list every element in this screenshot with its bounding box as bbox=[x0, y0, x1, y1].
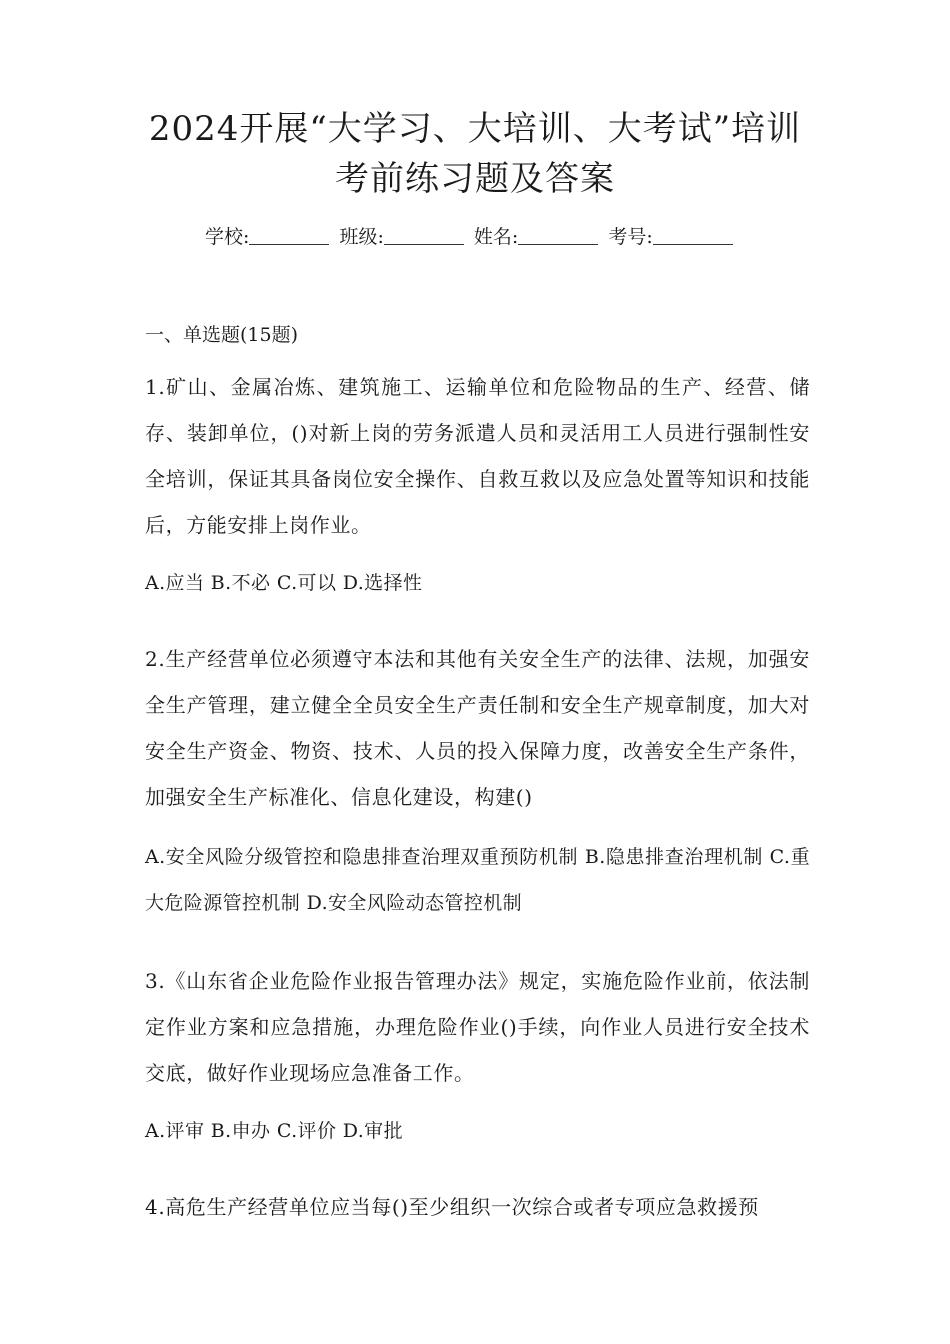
question-3-options: A.评审 B.申办 C.评价 D.审批 bbox=[145, 1120, 403, 1142]
question-2-options: A.安全风险分级管控和隐患排查治理双重预防机制 B.隐患排查治理机制 C.重大危险源管控机制 D.安全风险动态管控机制 bbox=[145, 846, 810, 914]
section-heading: 一、单选题(15题) bbox=[145, 324, 299, 346]
name-blank[interactable] bbox=[518, 224, 598, 245]
name-label: 姓名: bbox=[473, 226, 519, 248]
school-blank[interactable] bbox=[249, 224, 329, 245]
document-title-line-2: 考前练习题及答案 bbox=[335, 159, 615, 199]
question-3-text: 3.《山东省企业危险作业报告管理办法》规定，实施危险作业前，依法制定作业方案和应急措施，办理危险作业()手续，向作业人员进行安全技术交底，做好作业现场应急准备工作。 bbox=[145, 969, 810, 1085]
question-4-text: 4.高危生产经营单位应当每()至少组织一次综合或者专项应急救援预 bbox=[145, 1195, 759, 1219]
question-1-text: 1.矿山、金属冶炼、建筑施工、运输单位和危险物品的生产、经营、储存、装卸单位，()对新上岗的劳务派遣人员和灵活用工人员进行强制性安全培训，保证其具备岗位安全操作、自救互救以及应急处置等知识和技能后，方能安排上岗作业。 bbox=[145, 375, 810, 537]
student-info-row bbox=[205, 222, 737, 252]
question-2-text: 2.生产经营单位必须遵守本法和其他有关安全生产的法律、法规，加强安全生产管理，建立健全全员安全生产责任制和安全生产规章制度，加大对安全生产资金、物资、技术、人员的投入保障力度，改善安全生产条件，加强安全生产标准化、信息化建设，构建() bbox=[145, 647, 810, 809]
class-label: 班级: bbox=[339, 226, 384, 248]
exam-number-label: 考号: bbox=[608, 226, 653, 248]
exam-number-blank[interactable] bbox=[653, 224, 733, 245]
school-label: 学校: bbox=[205, 226, 250, 248]
class-blank[interactable] bbox=[384, 224, 464, 245]
question-1-options: A.应当 B.不必 C.可以 D.选择性 bbox=[145, 572, 423, 594]
document-title-line-1: 2024开展“大学习、大培训、大考试”培训 bbox=[148, 109, 802, 149]
